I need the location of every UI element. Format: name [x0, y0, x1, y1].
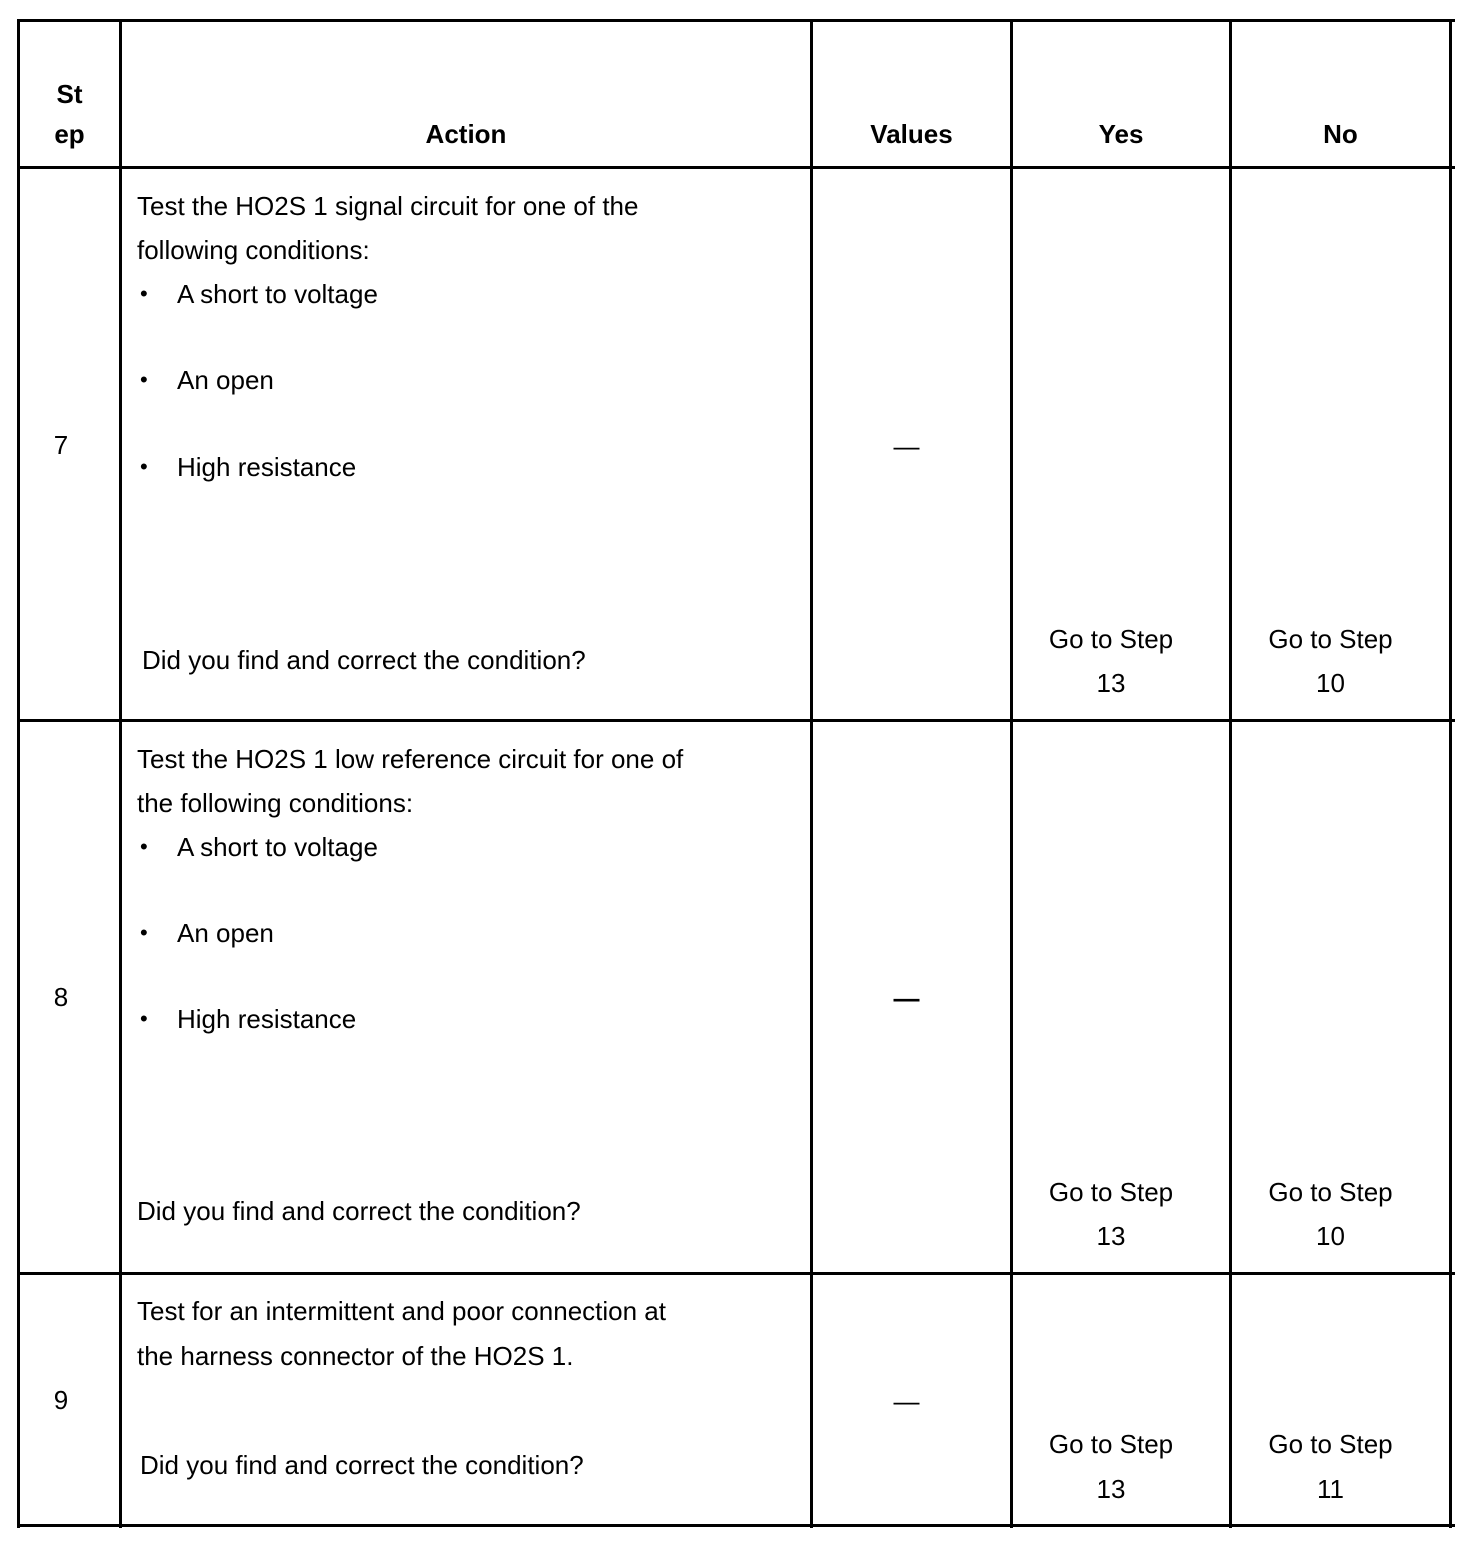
- bullet-icon: •: [140, 367, 148, 392]
- step-number: 9: [53, 1385, 69, 1415]
- header-values: Values: [870, 119, 953, 149]
- action-text-line1: Test the HO2S 1 signal circuit for one of the: [137, 191, 639, 221]
- yes-goto-step: 13: [1096, 1474, 1126, 1504]
- yes-goto-label: Go to Step: [1048, 1177, 1174, 1207]
- table-right-border: [1449, 19, 1452, 1528]
- condition-item: A short to voltage: [177, 832, 378, 862]
- yes-goto-step: 13: [1096, 668, 1126, 698]
- header-action: Action: [425, 119, 507, 149]
- values-dash: —: [893, 1386, 920, 1416]
- values-dash: —: [893, 431, 920, 461]
- question-text: Did you find and correct the condition?: [142, 645, 586, 675]
- row-7-bottom-border: [17, 719, 1455, 722]
- action-text-line2: the following conditions:: [137, 788, 414, 818]
- condition-item: An open: [177, 918, 274, 948]
- condition-item: A short to voltage: [177, 279, 378, 309]
- no-goto-step: 10: [1316, 668, 1345, 698]
- yes-goto-step: 13: [1096, 1221, 1126, 1251]
- condition-item: High resistance: [177, 1004, 357, 1034]
- table-left-border: [17, 19, 20, 1528]
- step-column-divider: [119, 19, 122, 1528]
- values-column-divider: [1010, 19, 1013, 1528]
- no-goto-step: 10: [1316, 1221, 1345, 1251]
- yes-goto-label: Go to Step: [1048, 1429, 1174, 1459]
- header-no: No: [1323, 119, 1358, 149]
- question-text: Did you find and correct the condition?: [137, 1196, 581, 1226]
- no-goto-label: Go to Step: [1268, 1429, 1393, 1459]
- yes-goto-label: Go to Step: [1048, 624, 1174, 654]
- no-goto-label: Go to Step: [1268, 1177, 1393, 1207]
- row-8-bottom-border: [17, 1272, 1455, 1275]
- no-goto-step: 11: [1317, 1474, 1344, 1504]
- values-dash: —: [893, 983, 920, 1013]
- bullet-icon: •: [140, 1006, 148, 1031]
- no-goto-label: Go to Step: [1268, 624, 1393, 654]
- header-step-line1: St: [56, 79, 83, 109]
- question-text: Did you find and correct the condition?: [140, 1450, 584, 1480]
- bullet-icon: •: [140, 834, 148, 859]
- bullet-icon: •: [140, 281, 148, 306]
- table-bottom-border: [17, 1524, 1455, 1527]
- bullet-icon: •: [140, 454, 148, 479]
- condition-item: An open: [177, 365, 274, 395]
- action-text-line1: Test for an intermittent and poor connection at: [137, 1296, 666, 1326]
- action-column-divider: [810, 19, 813, 1528]
- header-step-line2: ep: [54, 119, 85, 149]
- table-top-border: [17, 19, 1455, 22]
- action-text-line2: following conditions:: [137, 235, 370, 265]
- yes-column-divider: [1229, 19, 1232, 1528]
- action-text-line2: the harness connector of the HO2S 1.: [137, 1341, 574, 1371]
- bullet-icon: •: [140, 920, 148, 945]
- action-text-line1: Test the HO2S 1 low reference circuit for one of: [137, 744, 684, 774]
- header-bottom-border: [17, 166, 1455, 169]
- step-number: 8: [53, 982, 69, 1012]
- condition-item: High resistance: [177, 452, 357, 482]
- header-yes: Yes: [1098, 119, 1144, 149]
- step-number: 7: [53, 430, 69, 460]
